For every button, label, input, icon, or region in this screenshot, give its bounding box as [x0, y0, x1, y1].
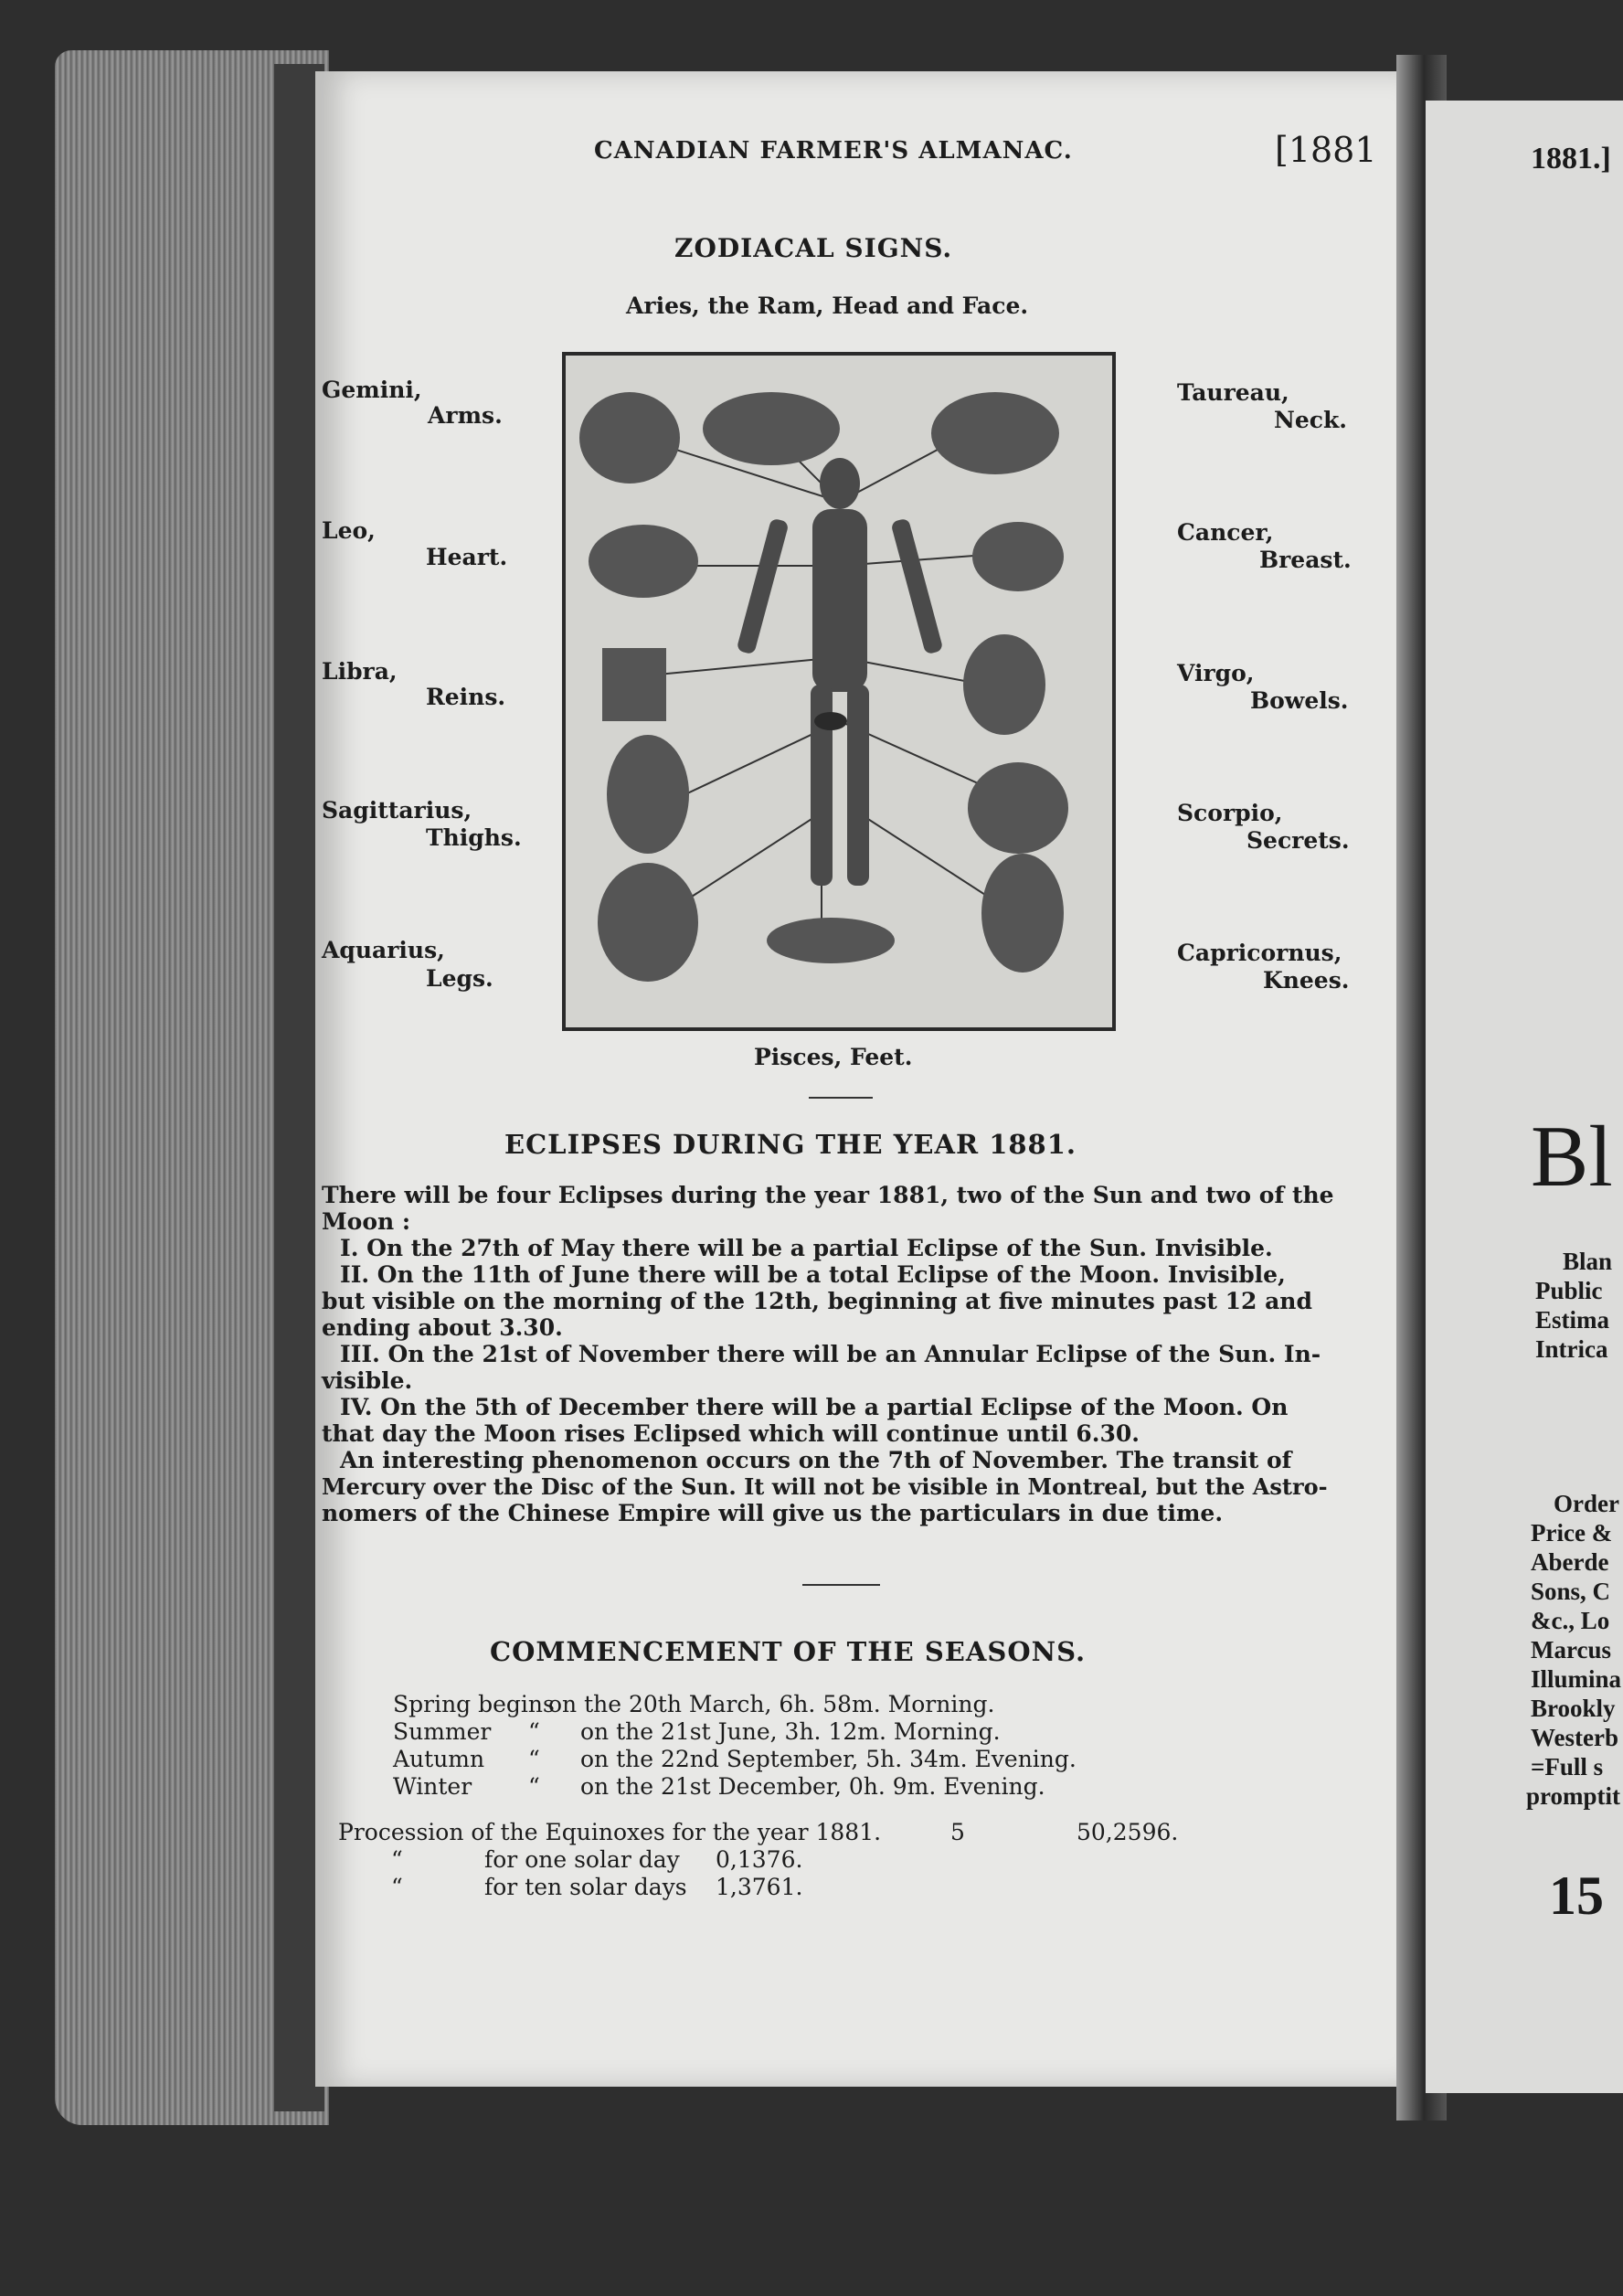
- sign-scorpio: Scorpio,: [1177, 800, 1283, 826]
- solar-day-value: 0,1376.: [716, 1846, 803, 1873]
- right-line: Public: [1535, 1277, 1603, 1304]
- seasons-table: [393, 1691, 1215, 1801]
- right-line: Brookly: [1531, 1695, 1616, 1722]
- eclipse-line: An interesting phenomenon occurs on the 7th of November. The transit of: [340, 1447, 1292, 1473]
- right-page-initial: Bl: [1531, 1108, 1613, 1205]
- right-line: &c., Lo: [1531, 1607, 1610, 1634]
- season-name: Autumn: [393, 1746, 485, 1772]
- sign-aquarius: Aquarius,: [322, 937, 445, 963]
- divider-1: [809, 1097, 873, 1099]
- season-ditto: “: [528, 1718, 540, 1745]
- zodiac-man-illustration: [562, 352, 1116, 1031]
- part-reins: Reins.: [426, 684, 506, 710]
- eclipses-body: [322, 1182, 1354, 1526]
- season-row: [393, 1746, 1215, 1773]
- eclipse-line: IV. On the 5th of December there will be a partial Eclipse of the Moon. On: [340, 1394, 1289, 1420]
- season-ditto: “: [528, 1746, 540, 1772]
- eclipse-line: nomers of the Chinese Empire will give us the particulars in due time.: [322, 1500, 1224, 1526]
- zodiac-title: ZODIACAL SIGNS.: [674, 233, 953, 263]
- right-line: Westerb: [1531, 1724, 1618, 1751]
- season-name: Winter: [393, 1773, 472, 1800]
- part-knees: Knees.: [1263, 967, 1350, 994]
- procession-ditto-2: “: [391, 1874, 403, 1900]
- running-header-title: CANADIAN FARMER'S ALMANAC.: [594, 137, 1073, 165]
- solar-day-label: for one solar day: [484, 1846, 680, 1873]
- seasons-title: COMMENCEMENT OF THE SEASONS.: [490, 1636, 1087, 1667]
- sign-taureau: Taureau,: [1177, 379, 1289, 406]
- procession-num: 5: [950, 1819, 965, 1845]
- sign-capricornus: Capricornus,: [1177, 940, 1342, 966]
- part-legs: Legs.: [426, 965, 493, 992]
- part-heart: Heart.: [426, 544, 508, 570]
- sign-gemini: Gemini,: [322, 377, 422, 403]
- right-line: Marcus: [1531, 1636, 1611, 1664]
- zodiac-bottom-caption: Pisces, Feet.: [754, 1044, 913, 1070]
- sign-virgo: Virgo,: [1177, 660, 1255, 686]
- season-detail: on the 20th March, 6h. 58m. Morning.: [548, 1691, 995, 1717]
- eclipse-line: II. On the 11th of June there will be a total Eclipse of the Moon. Invisible,: [340, 1261, 1286, 1288]
- season-row: [393, 1718, 1215, 1746]
- right-page-year: 1881.]: [1531, 142, 1611, 175]
- right-line: Estima: [1535, 1306, 1609, 1334]
- right-line: Price &: [1531, 1519, 1613, 1547]
- eclipse-line: Moon :: [322, 1208, 411, 1235]
- right-line: Blan: [1563, 1248, 1613, 1275]
- right-line: Intrica: [1535, 1335, 1608, 1363]
- season-row: [393, 1691, 1215, 1718]
- season-name: Spring begins: [393, 1691, 555, 1717]
- right-page-number: 15: [1549, 1866, 1604, 1926]
- sign-libra: Libra,: [322, 658, 398, 685]
- season-row: [393, 1773, 1215, 1801]
- part-thighs: Thighs.: [426, 824, 522, 851]
- season-detail: on the 21st December, 0h. 9m. Evening.: [580, 1773, 1045, 1800]
- right-line: =Full s: [1531, 1753, 1604, 1780]
- part-secrets: Secrets.: [1246, 827, 1350, 854]
- eclipse-line: but visible on the morning of the 12th, beginning at five minutes past 12 and: [322, 1288, 1312, 1314]
- right-line: Sons, C: [1531, 1578, 1611, 1605]
- eclipse-line: Mercury over the Disc of the Sun. It will not be visible in Montreal, but the Astro-: [322, 1473, 1328, 1500]
- right-line: Order: [1554, 1490, 1619, 1517]
- zodiac-engraving: [566, 356, 1112, 1027]
- eclipse-line: visible.: [322, 1367, 413, 1394]
- part-breast: Breast.: [1259, 547, 1352, 573]
- zodiac-top-caption: Aries, the Ram, Head and Face.: [626, 292, 1029, 319]
- eclipse-line: ending about 3.30.: [322, 1314, 563, 1341]
- divider-2: [802, 1584, 880, 1586]
- sign-leo: Leo,: [322, 517, 376, 544]
- season-detail: on the 21st June, 3h. 12m. Morning.: [580, 1718, 1001, 1745]
- sign-sagittarius: Sagittarius,: [322, 797, 472, 824]
- eclipse-line: There will be four Eclipses during the year 1881, two of the Sun and two of the: [322, 1182, 1334, 1208]
- part-neck: Neck.: [1274, 407, 1348, 433]
- eclipses-title: ECLIPSES DURING THE YEAR 1881.: [504, 1129, 1077, 1160]
- running-header-year: [1881: [1275, 130, 1377, 170]
- season-name: Summer: [393, 1718, 492, 1745]
- season-detail: on the 22nd September, 5h. 34m. Evening.: [580, 1746, 1077, 1772]
- ten-days-value: 1,3761.: [716, 1874, 803, 1900]
- eclipse-line: III. On the 21st of November there will be an Annular Eclipse of the Sun. In-: [340, 1341, 1321, 1367]
- right-line: Aberde: [1531, 1548, 1609, 1576]
- right-page: [1426, 101, 1623, 2093]
- eclipse-line: that day the Moon rises Eclipsed which will continue until 6.30.: [322, 1420, 1140, 1447]
- ten-days-label: for ten solar days: [484, 1874, 687, 1900]
- part-arms: Arms.: [428, 402, 503, 429]
- eclipse-line: I. On the 27th of May there will be a partial Eclipse of the Sun. Invisible.: [340, 1235, 1273, 1261]
- procession-label: Procession of the Equinoxes for the year 1881.: [338, 1819, 882, 1845]
- season-ditto: “: [528, 1773, 540, 1800]
- procession-ditto-1: “: [391, 1846, 403, 1873]
- part-bowels: Bowels.: [1250, 687, 1349, 714]
- right-line: promptit: [1526, 1782, 1621, 1810]
- sign-cancer: Cancer,: [1177, 519, 1274, 546]
- right-line: Illumina: [1531, 1665, 1622, 1693]
- procession-value: 50,2596.: [1077, 1819, 1179, 1845]
